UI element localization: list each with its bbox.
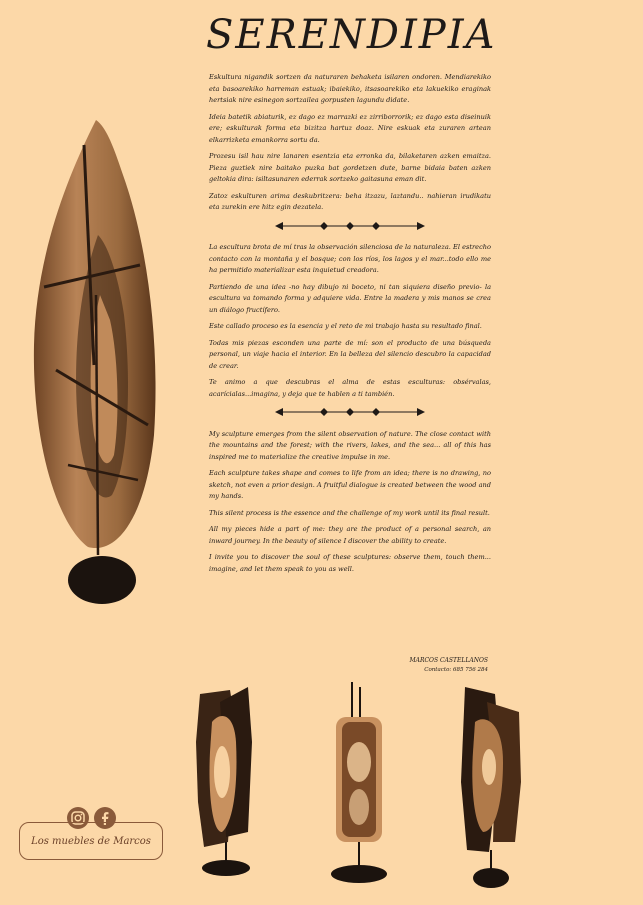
english-paragraph: All my pieces hide a part of me: they are the product of a personal search, an inward journey. In the beauty of silence I discover the ability to create. [209, 525, 491, 545]
spanish-paragraph: Este callado proceso es la esencia y el reto de mi trabajo hasta su resultado final. [209, 322, 482, 330]
main-sculpture-image [28, 85, 168, 610]
page-title: SERENDIPIA [206, 12, 497, 58]
basque-paragraph: Eskultura nigandik sortzen da naturaren behaketa isilaren ondoren. Mendiarekiko eta basoarekiko harreman estuak; ibaiekiko, itsasoarekiko eta lakuekiko eraginak hertsiak nire esinegon sortzailea gorpusten lagundu didate. [209, 73, 491, 104]
artist-name: MARCOS CASTELLANOS [409, 657, 488, 664]
english-paragraph: This silent process is the essence and the challenge of my work until its final result. [209, 508, 490, 517]
artist-contact: Contacto: 685 756 284 [424, 667, 488, 673]
spanish-paragraph: La escultura brota de mí tras la observación silenciosa de la naturaleza. El estrecho contacto con la montaña y el bosque; con los ríos, los lagos y el mar...todo ello me ha permitido materializar esta inquietud creadora. [209, 243, 491, 274]
basque-paragraph: Zatoz eskulturen arima deskubritzera: beha itzazu, laztandu.. nahieran irudikatu eta zurekin ere hitz egin dezatela. [209, 191, 491, 211]
basque-paragraph: Prozesu isil hau nire lanaren esentzia eta erronka da, bilaketaren azken emaitza. Pieza guztiek nire baitako puzka bat gordetzen dute, barne bidaia baten azken geltokia dira: isiltasunaren ederrak sortzeko gaitasuna eman dit. [209, 152, 491, 183]
basque-paragraph: Ideia batetik abiaturik, ez dago ez marrazki ez zirriborrorik; ez dago esta diseinuik ere; eskulturak forma eta bizitza hartuz doaz. Nire eskuak eta zuraren artean elkarrizketa emankorra sortu da. [209, 112, 491, 144]
ornament-divider [209, 219, 491, 233]
text-column [209, 72, 491, 580]
sculpture-image-1 [190, 682, 265, 882]
brand-logo [19, 822, 163, 860]
spanish-paragraph: Te animo a que descubras el alma de estas esculturas: obsérvalas, acarícialas...imagina, y deja que te hablen a ti también. [209, 378, 491, 398]
spanish-paragraph: Todas mis piezas esconden una parte de mí: son el producto de una búsqueda personal, un viaje hacia el interior. En la belleza del silencio descubro la capacidad de crear. [209, 338, 491, 370]
english-paragraph: Each sculpture takes shape and comes to life from an idea; there is no drawing, no sketch, not even a prior design. A fruitful dialogue is created between the wood and my hands. [209, 469, 491, 500]
english-paragraph: I invite you to discover the soul of these sculptures: observe them, touch them... imagine, and let them speak to you as well. [209, 553, 491, 573]
spanish-paragraph: Partiendo de una idea -no hay dibujo ni boceto, ni tan siquiera diseño previo- la escultura va tomando forma y adquiere vida. Entre la madera y mis manos se crea un diálogo fructífero. [209, 282, 491, 314]
sculpture-image-3 [455, 682, 535, 892]
english-paragraph: My sculpture emerges from the silent observation of nature. The close contact with the mountains and the forest; with the rivers, lakes, and the sea... all of this has inspired me to materialize the creative impulse in me. [209, 429, 491, 461]
brand-name: Los muebles de Marcos [31, 835, 151, 847]
ornament-divider [209, 405, 491, 419]
sculpture-image-2 [322, 682, 397, 887]
